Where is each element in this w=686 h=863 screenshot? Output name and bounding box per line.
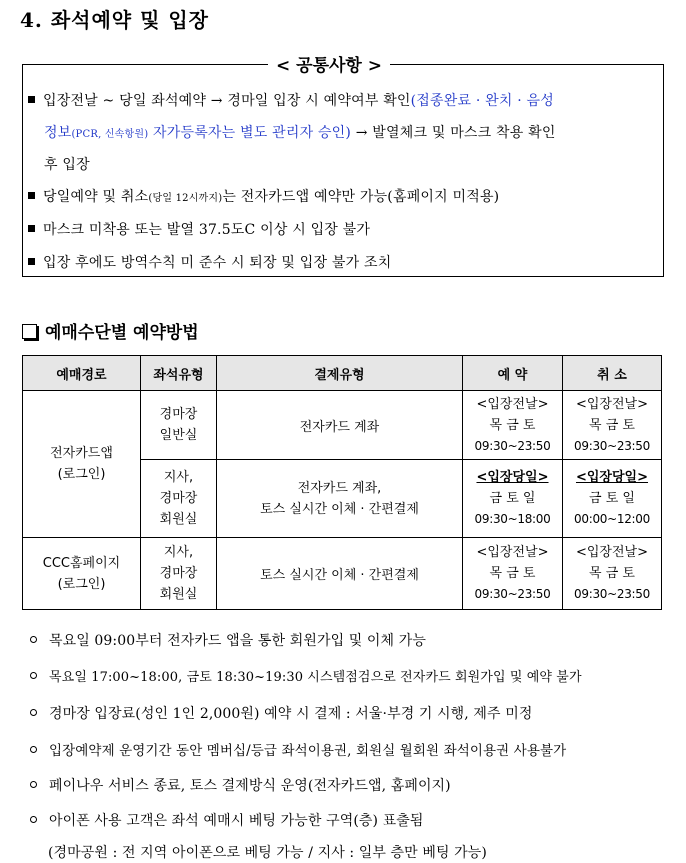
- cancel-cell: [563, 460, 662, 538]
- table-header-row: [23, 356, 662, 391]
- cancel-days: 목 금 토: [589, 566, 635, 581]
- table-row: [23, 538, 662, 610]
- notice-item-2-small: (당일 12시까지): [148, 193, 223, 204]
- reservation-table: [22, 355, 662, 610]
- header-route: 예매경로: [23, 356, 141, 391]
- note-text: 목요일 09:00부터 전자카드 앱을 통한 회원가입 및 이체 가능: [49, 633, 426, 649]
- payment-cell: [217, 460, 463, 538]
- notice-item-1-blue-small: (PCR, 신속항원): [71, 129, 149, 140]
- notice-item-1: [28, 90, 554, 110]
- circle-bullet-icon: [30, 746, 37, 753]
- seat-type-cell: [141, 460, 217, 538]
- checkbox-icon: [22, 324, 37, 339]
- notice-item-2-text2: 는 전자카드앱 예약만 가능(홈페이지 미적용): [222, 189, 500, 205]
- cancel-when: <입장당일>: [575, 470, 649, 485]
- seat-type-line: 경마장: [159, 491, 198, 506]
- circle-bullet-icon: [30, 781, 37, 788]
- notice-item-2-text: 당일예약 및 취소: [43, 189, 149, 205]
- header-reservation: 예 약: [463, 356, 563, 391]
- note-item: [30, 810, 424, 830]
- circle-bullet-icon: [30, 816, 37, 823]
- note-text: 아이폰 사용 고객은 좌석 예매시 베팅 가능한 구역(층) 표출됨: [49, 813, 424, 829]
- circle-bullet-icon: [30, 636, 37, 643]
- route-homepage-cell: [23, 538, 141, 610]
- cancel-time: 09:30~23:50: [574, 587, 650, 601]
- cancel-time: 09:30~23:50: [574, 438, 650, 453]
- reservation-cell: [463, 460, 563, 538]
- notice-item-1-blue2: 정보: [44, 125, 72, 141]
- reservation-when: <입장전날>: [476, 396, 549, 412]
- cancel-time: 00:00~12:00: [574, 512, 650, 526]
- seat-type-cell: [141, 391, 217, 460]
- header-cancel: 취 소: [563, 356, 662, 391]
- note-item-cont: (경마공원 : 전 지역 아이폰으로 베팅 가능 / 지사 : 일부 층만 베팅 가능): [48, 845, 487, 861]
- square-bullet-icon: [28, 96, 35, 103]
- notice-item-3: [28, 219, 370, 239]
- payment-line: 토스 실시간 이체 · 간편결제: [260, 501, 419, 517]
- notice-title: < 공통사항 >: [268, 51, 390, 76]
- reservation-methods-title-text: 예매수단별 예약방법: [45, 323, 199, 343]
- square-bullet-icon: [28, 258, 35, 265]
- seat-type-line: 회원실: [159, 512, 198, 527]
- note-item: [30, 666, 582, 685]
- seat-type-line: 경마장: [159, 566, 198, 581]
- notice-item-1-text: 입장전날 ~ 당일 좌석예약 → 경마일 입장 시 예약여부 확인: [43, 93, 411, 109]
- cancel-cell: [563, 391, 662, 460]
- reservation-days: 목 금 토: [489, 417, 536, 433]
- reservation-days: 목 금 토: [489, 566, 536, 581]
- header-payment-type: 결제유형: [217, 356, 463, 391]
- seat-type-line: 일반실: [159, 428, 198, 443]
- notice-item-1-cont: [44, 122, 556, 142]
- note-item: [30, 630, 426, 650]
- cancel-when: <입장전날>: [575, 396, 649, 412]
- cancel-days: 목 금 토: [589, 417, 635, 433]
- seat-type-line: 회원실: [159, 587, 198, 602]
- route-homepage-login: (로그인): [57, 576, 106, 592]
- section-heading: 4. 좌석예약 및 입장: [20, 8, 210, 32]
- reservation-when: <입장전날>: [476, 545, 549, 560]
- reservation-time: 09:30~23:50: [474, 587, 551, 601]
- seat-type-line: 지사,: [163, 470, 194, 485]
- route-app-cell: [23, 391, 141, 538]
- payment-line: 전자카드 계좌,: [297, 480, 382, 496]
- square-bullet-icon: [28, 225, 35, 232]
- notice-item-3-text: 마스크 미착용 또는 발열 37.5도C 이상 시 입장 불가: [43, 222, 371, 238]
- note-item: [30, 703, 532, 723]
- reservation-methods-title: [22, 318, 199, 343]
- reservation-cell: [463, 391, 563, 460]
- reservation-days: 금 토 일: [489, 491, 536, 506]
- reservation-when: <입장당일>: [476, 470, 549, 485]
- notice-item-4-text: 입장 후에도 방역수칙 미 준수 시 퇴장 및 입장 불가 조치: [43, 255, 392, 271]
- seat-type-cell: [141, 538, 217, 610]
- seat-type-line: 경마장: [159, 407, 198, 422]
- cancel-cell: [563, 538, 662, 610]
- payment-cell: 전자카드 계좌: [217, 391, 463, 460]
- note-text: 목요일 17:00~18:00, 금토 18:30~19:30 시스템점검으로 전자카드 회원가입 및 예약 불가: [49, 670, 582, 685]
- notice-item-1-blue: (접종완료 · 완치 · 음성: [410, 93, 554, 109]
- payment-cell: 토스 실시간 이체 · 간편결제: [217, 538, 463, 610]
- note-item: [30, 739, 566, 759]
- route-app-name: 전자카드앱: [50, 446, 113, 461]
- notice-item-4: [28, 252, 391, 272]
- reservation-cell: [463, 538, 563, 610]
- cancel-when: <입장전날>: [575, 545, 649, 560]
- note-text: 경마장 입장료(성인 1인 2,000원) 예약 시 결제 : 서울·부경 기 시행, 제주 미정: [49, 706, 533, 722]
- route-homepage-name: CCC홈페이지: [42, 555, 121, 571]
- notice-item-2: [28, 186, 499, 206]
- circle-bullet-icon: [30, 672, 37, 679]
- header-seat-type: 좌석유형: [141, 356, 217, 391]
- route-app-login: (로그인): [57, 467, 106, 482]
- notice-item-1-blue3: 자가등록자는 별도 관리자 승인): [148, 125, 352, 141]
- notice-item-1-text2: → 발열체크 및 마스크 착용 확인: [351, 125, 556, 141]
- table-row: [23, 391, 662, 460]
- cancel-days: 금 토 일: [589, 491, 635, 506]
- square-bullet-icon: [28, 192, 35, 199]
- seat-type-line: 지사,: [163, 545, 194, 560]
- note-item: [30, 775, 451, 795]
- notice-item-1-end: 후 입장: [44, 157, 90, 173]
- circle-bullet-icon: [30, 709, 37, 716]
- note-text: 페이나우 서비스 종료, 토스 결제방식 운영(전자카드앱, 홈페이지): [49, 778, 451, 794]
- reservation-time: 09:30~18:00: [474, 512, 551, 526]
- note-text: 입장예약제 운영기간 동안 멤버십/등급 좌석이용권, 회원실 월회원 좌석이용권 사용불가: [49, 743, 567, 759]
- reservation-time: 09:30~23:50: [474, 438, 551, 453]
